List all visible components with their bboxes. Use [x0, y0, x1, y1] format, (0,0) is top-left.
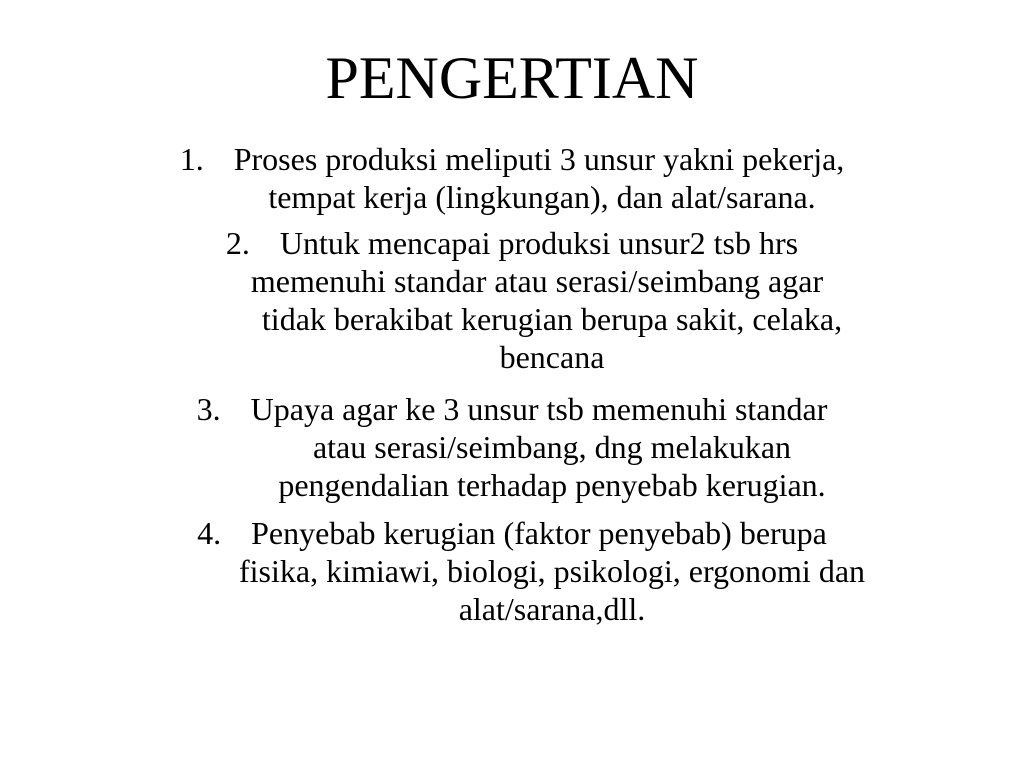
- list-item-4-text-1: Penyebab kerugian (faktor penyebab) berupa: [251, 515, 827, 551]
- list-item-3-text-1: Upaya agar ke 3 unsur tsb memenuhi standar: [250, 391, 828, 427]
- list-item-4-line-1: [0, 514, 1024, 552]
- list-item-2-text-2: memenuhi standar atau serasi/seimbang agar: [250, 263, 824, 299]
- list-item-2-line-1: [0, 224, 1024, 262]
- list-item-4-text-3: alat/sarana,dll.: [458, 591, 646, 627]
- list-item-2-text-1: Untuk mencapai produksi unsur2 tsb hrs: [279, 225, 799, 261]
- list-item-3-line-3: [0, 466, 1024, 504]
- list-item-1-text-2: tempat kerja (lingkungan), dan alat/sarana.: [268, 179, 816, 215]
- list-item-4-number: 4.: [197, 515, 222, 551]
- list-item-2-line-4: [0, 338, 1024, 376]
- list-item-1-line-2: [0, 178, 1024, 216]
- list-item-3-number: 3.: [196, 391, 221, 427]
- list-item-3-line-1: [0, 390, 1024, 428]
- list-item-1-line-1: [0, 140, 1024, 178]
- list-item-3-line-2: [0, 428, 1024, 466]
- list-item-2-text-3: tidak berakibat kerugian berupa sakit, celaka,: [261, 301, 843, 337]
- list-item-3-text-2: atau serasi/seimbang, dng melakukan: [312, 429, 792, 465]
- list-item-1-text-1: Proses produksi meliputi 3 unsur yakni pekerja,: [233, 141, 845, 177]
- list-item-3-text-3: pengendalian terhadap penyebab kerugian.: [278, 467, 826, 503]
- slide-title: PENGERTIAN: [325, 45, 699, 111]
- list-item-4-line-3: [0, 590, 1024, 628]
- list-item-1-number: 1.: [179, 141, 204, 177]
- list-item-2-line-3: [0, 300, 1024, 338]
- list-item-4-line-2: [0, 552, 1024, 590]
- list-item-2-number: 2.: [225, 225, 250, 261]
- list-item-2-text-4: bencana: [499, 339, 605, 375]
- list-item-2-line-2: [0, 262, 1024, 300]
- list-item-4-text-2: fisika, kimiawi, biologi, psikologi, ergonomi dan: [238, 553, 866, 589]
